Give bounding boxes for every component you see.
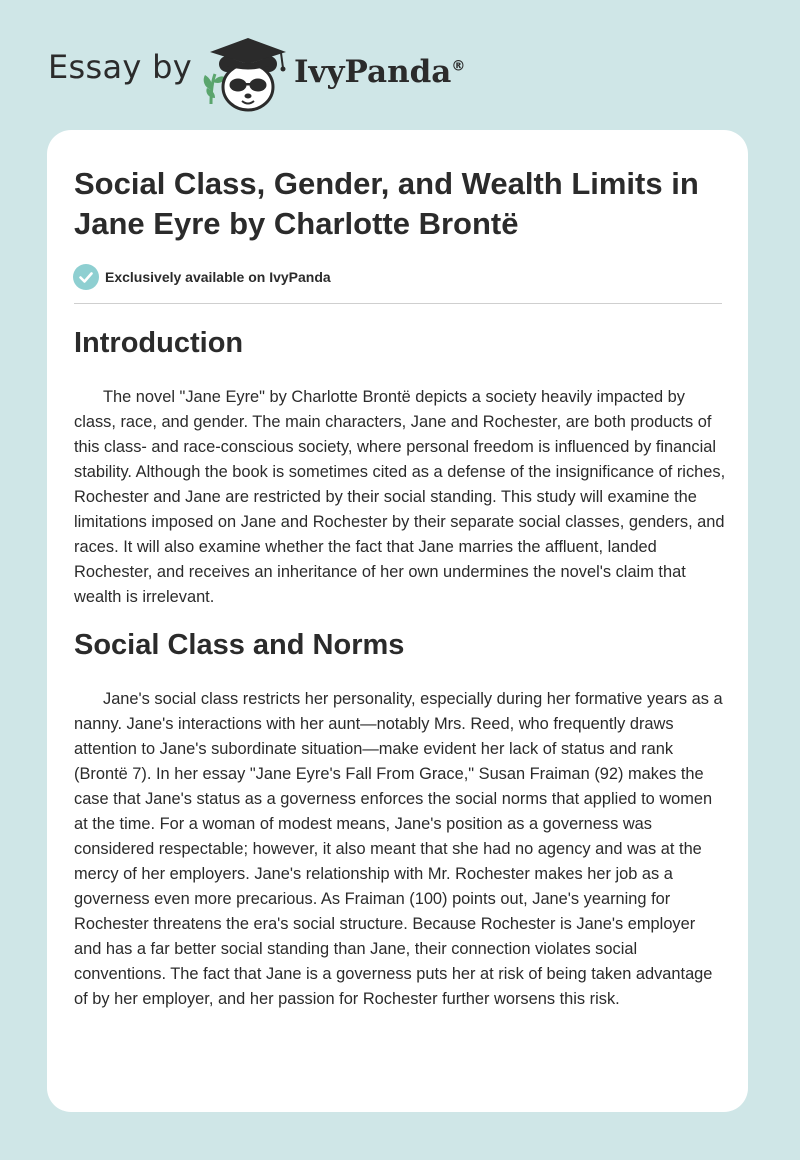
check-circle-icon (73, 264, 99, 290)
brand-name[interactable] (294, 54, 465, 90)
section-paragraph-social-class: Jane's social class restricts her personality, especially during her formative years as a nanny. Jane's interactions with her aunt—notably Mrs. Reed, who frequently draws attention to Jane's subordinate situation—make evident her lack of status and rank (Brontë 7). In her essay "Jane Eyre's Fall From Grace," Susan Fraiman (92) makes the case that Jane's status as a governess enforces the social norms that applied to women at the time. For a woman of modest means, Jane's position as a governess was considered respectable; however, it also meant that she had no agency and was at the mercy of her employers. Jane's relationship with Mr. Rochester makes her job as a governess even more precarious. As Fraiman (100) points out, Jane's yearning for Rochester threatens the era's social structure. Because Rochester is Jane's employer and has a far better social standing than Jane, their connection violates social conventions. The fact that Jane is a governess puts her at risk of being taken advantage of by her employer, and her passion for Rochester further worsens this risk. (74, 690, 723, 1008)
panda-graduate-icon[interactable] (201, 34, 293, 114)
section-heading-social-class: Social Class and Norms (74, 629, 405, 661)
title-divider (74, 303, 722, 304)
exclusive-text: Exclusively available on IvyPanda (105, 269, 331, 285)
section-paragraph-introduction: The novel "Jane Eyre" by Charlotte Brontë depicts a society heavily impacted by class, race, and gender. The main characters, Jane and Rochester, are both products of this class- and race-conscious society, where personal freedom is influenced by financial stability. Although the book is sometimes cited as a defense of the insignificance of riches, Rochester and Jane are restricted by their social standing. This study will examine the limitations imposed on Jane and Rochester by their separate social classes, genders, and races. It will also examine whether the fact that Jane marries the affluent, landed Rochester, and receives an inheritance of her own undermines the novel's claim that wealth is irrelevant. (74, 388, 726, 606)
article-title: Social Class, Gender, and Wealth Limits in Jane Eyre by Charlotte Brontë (74, 166, 699, 241)
section-heading-introduction: Introduction (74, 327, 244, 359)
essay-by-label: Essay by (48, 48, 192, 86)
article-card (47, 130, 748, 1112)
site-header (48, 32, 548, 112)
registered-mark: ® (451, 58, 466, 75)
exclusive-badge (73, 263, 331, 291)
brand-text: IvyPanda (294, 54, 452, 90)
